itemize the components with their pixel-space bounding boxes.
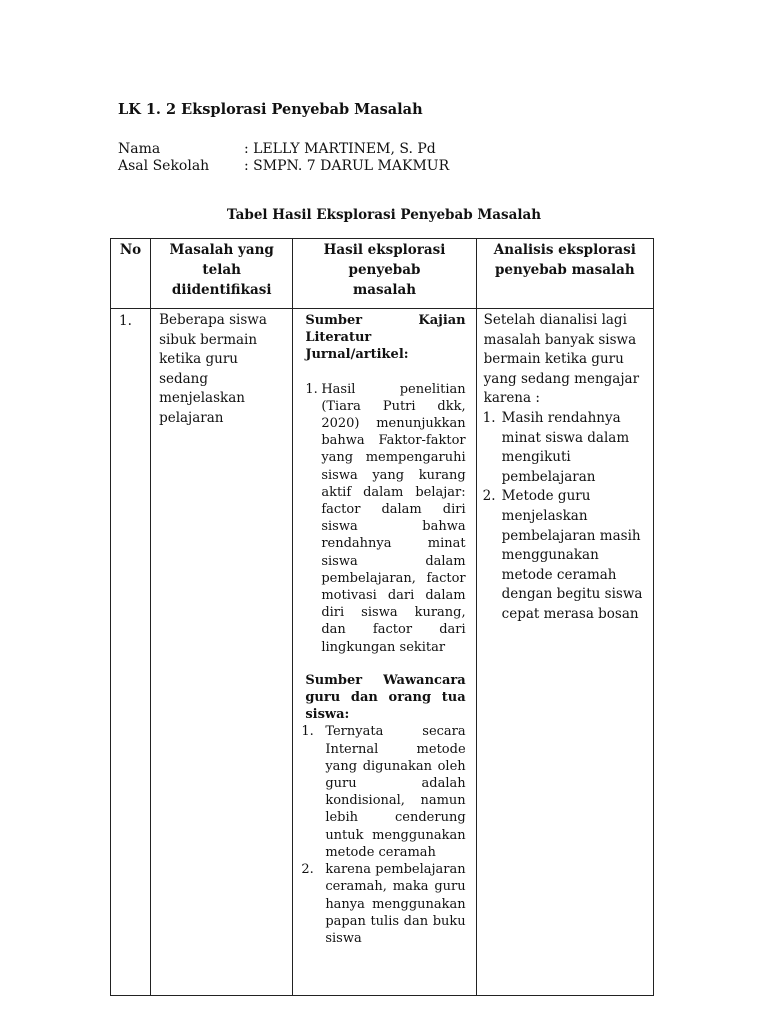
list-item-text: Ternyata secara Internal metode yang digunakan oleh guru adalah kondisional, namun lebih cenderung untuk menggunakan metode ceramah [325, 724, 466, 860]
header-no: No [111, 239, 151, 309]
list-item [301, 861, 466, 947]
list-item-text: Metode guru menjelaskan pembelajaran masih menggunakan metode ceramah dengan begitu siswa cepat merasa bosan [501, 488, 643, 622]
meta-label-nama: Nama [118, 141, 161, 157]
meta-value-nama: : LELLY MARTINEM, S. Pd [244, 141, 436, 157]
header-masalah: Masalah yang telah diidentifikasi [151, 239, 293, 309]
literatur-heading: Sumber Kajian Literatur Jurnal/artikel: [305, 313, 466, 363]
header-hasil: Hasil eksplorasi penyebab masalah [293, 239, 476, 309]
list-item [484, 487, 647, 624]
row-masalah: Beberapa siswa sibuk bermain ketika guru sedang menjelaskan pelajaran [151, 309, 293, 996]
document-title: LK 1. 2 Eksplorasi Penyebab Masalah [118, 101, 423, 118]
list-item-text: Masih rendahnya minat siswa dalam mengikuti pembelajaran [501, 409, 630, 485]
row-number: 1. [111, 309, 151, 996]
list-item-number: 2. [482, 488, 496, 505]
list-item [484, 409, 647, 487]
list-item-number: 1. [305, 381, 318, 397]
header-analisis: Analisis eksplorasi penyebab masalah [476, 239, 653, 309]
analisis-intro: Setelah dianalisi lagi masalah banyak siswa bermain ketika guru yang sedang mengajar karena : [483, 312, 640, 407]
list-item-number: 1. [482, 409, 496, 426]
list-item-text: karena pembelajaran ceramah, maka guru hanya menggunakan papan tulis dan buku siswa [325, 862, 466, 946]
wawancara-list [301, 723, 466, 947]
meta-value-asal-sekolah: : SMPN. 7 DARUL MAKMUR [244, 158, 450, 174]
list-item [301, 723, 466, 861]
list-item-number: 2. [301, 862, 314, 878]
list-item [305, 381, 465, 656]
analisis-list [484, 409, 647, 625]
table-row [111, 309, 654, 996]
table-header-row [111, 239, 654, 309]
list-item-text: Hasil penelitian (Tiara Putri dkk, 2020) menunjukkan bahwa Faktor-faktor yang mempengaruhi siswa yang kurang aktif dalam belajar: factor dalam diri siswa bahwa rendahnya minat siswa dalam pembelajaran, factor motivasi dari dalam diri siswa kurang, dan factor dari lingkungan sekitar [321, 381, 466, 655]
row-analisis [476, 309, 653, 996]
meta-label-asal-sekolah: Asal Sekolah [118, 158, 210, 174]
results-table [110, 238, 654, 996]
wawancara-heading: Sumber Wawancara guru dan orang tua siswa: [305, 672, 466, 723]
literatur-list [305, 381, 465, 656]
list-item-number: 1. [301, 724, 314, 740]
row-hasil [293, 309, 476, 996]
table-title: Tabel Hasil Eksplorasi Penyebab Masalah [226, 207, 542, 223]
